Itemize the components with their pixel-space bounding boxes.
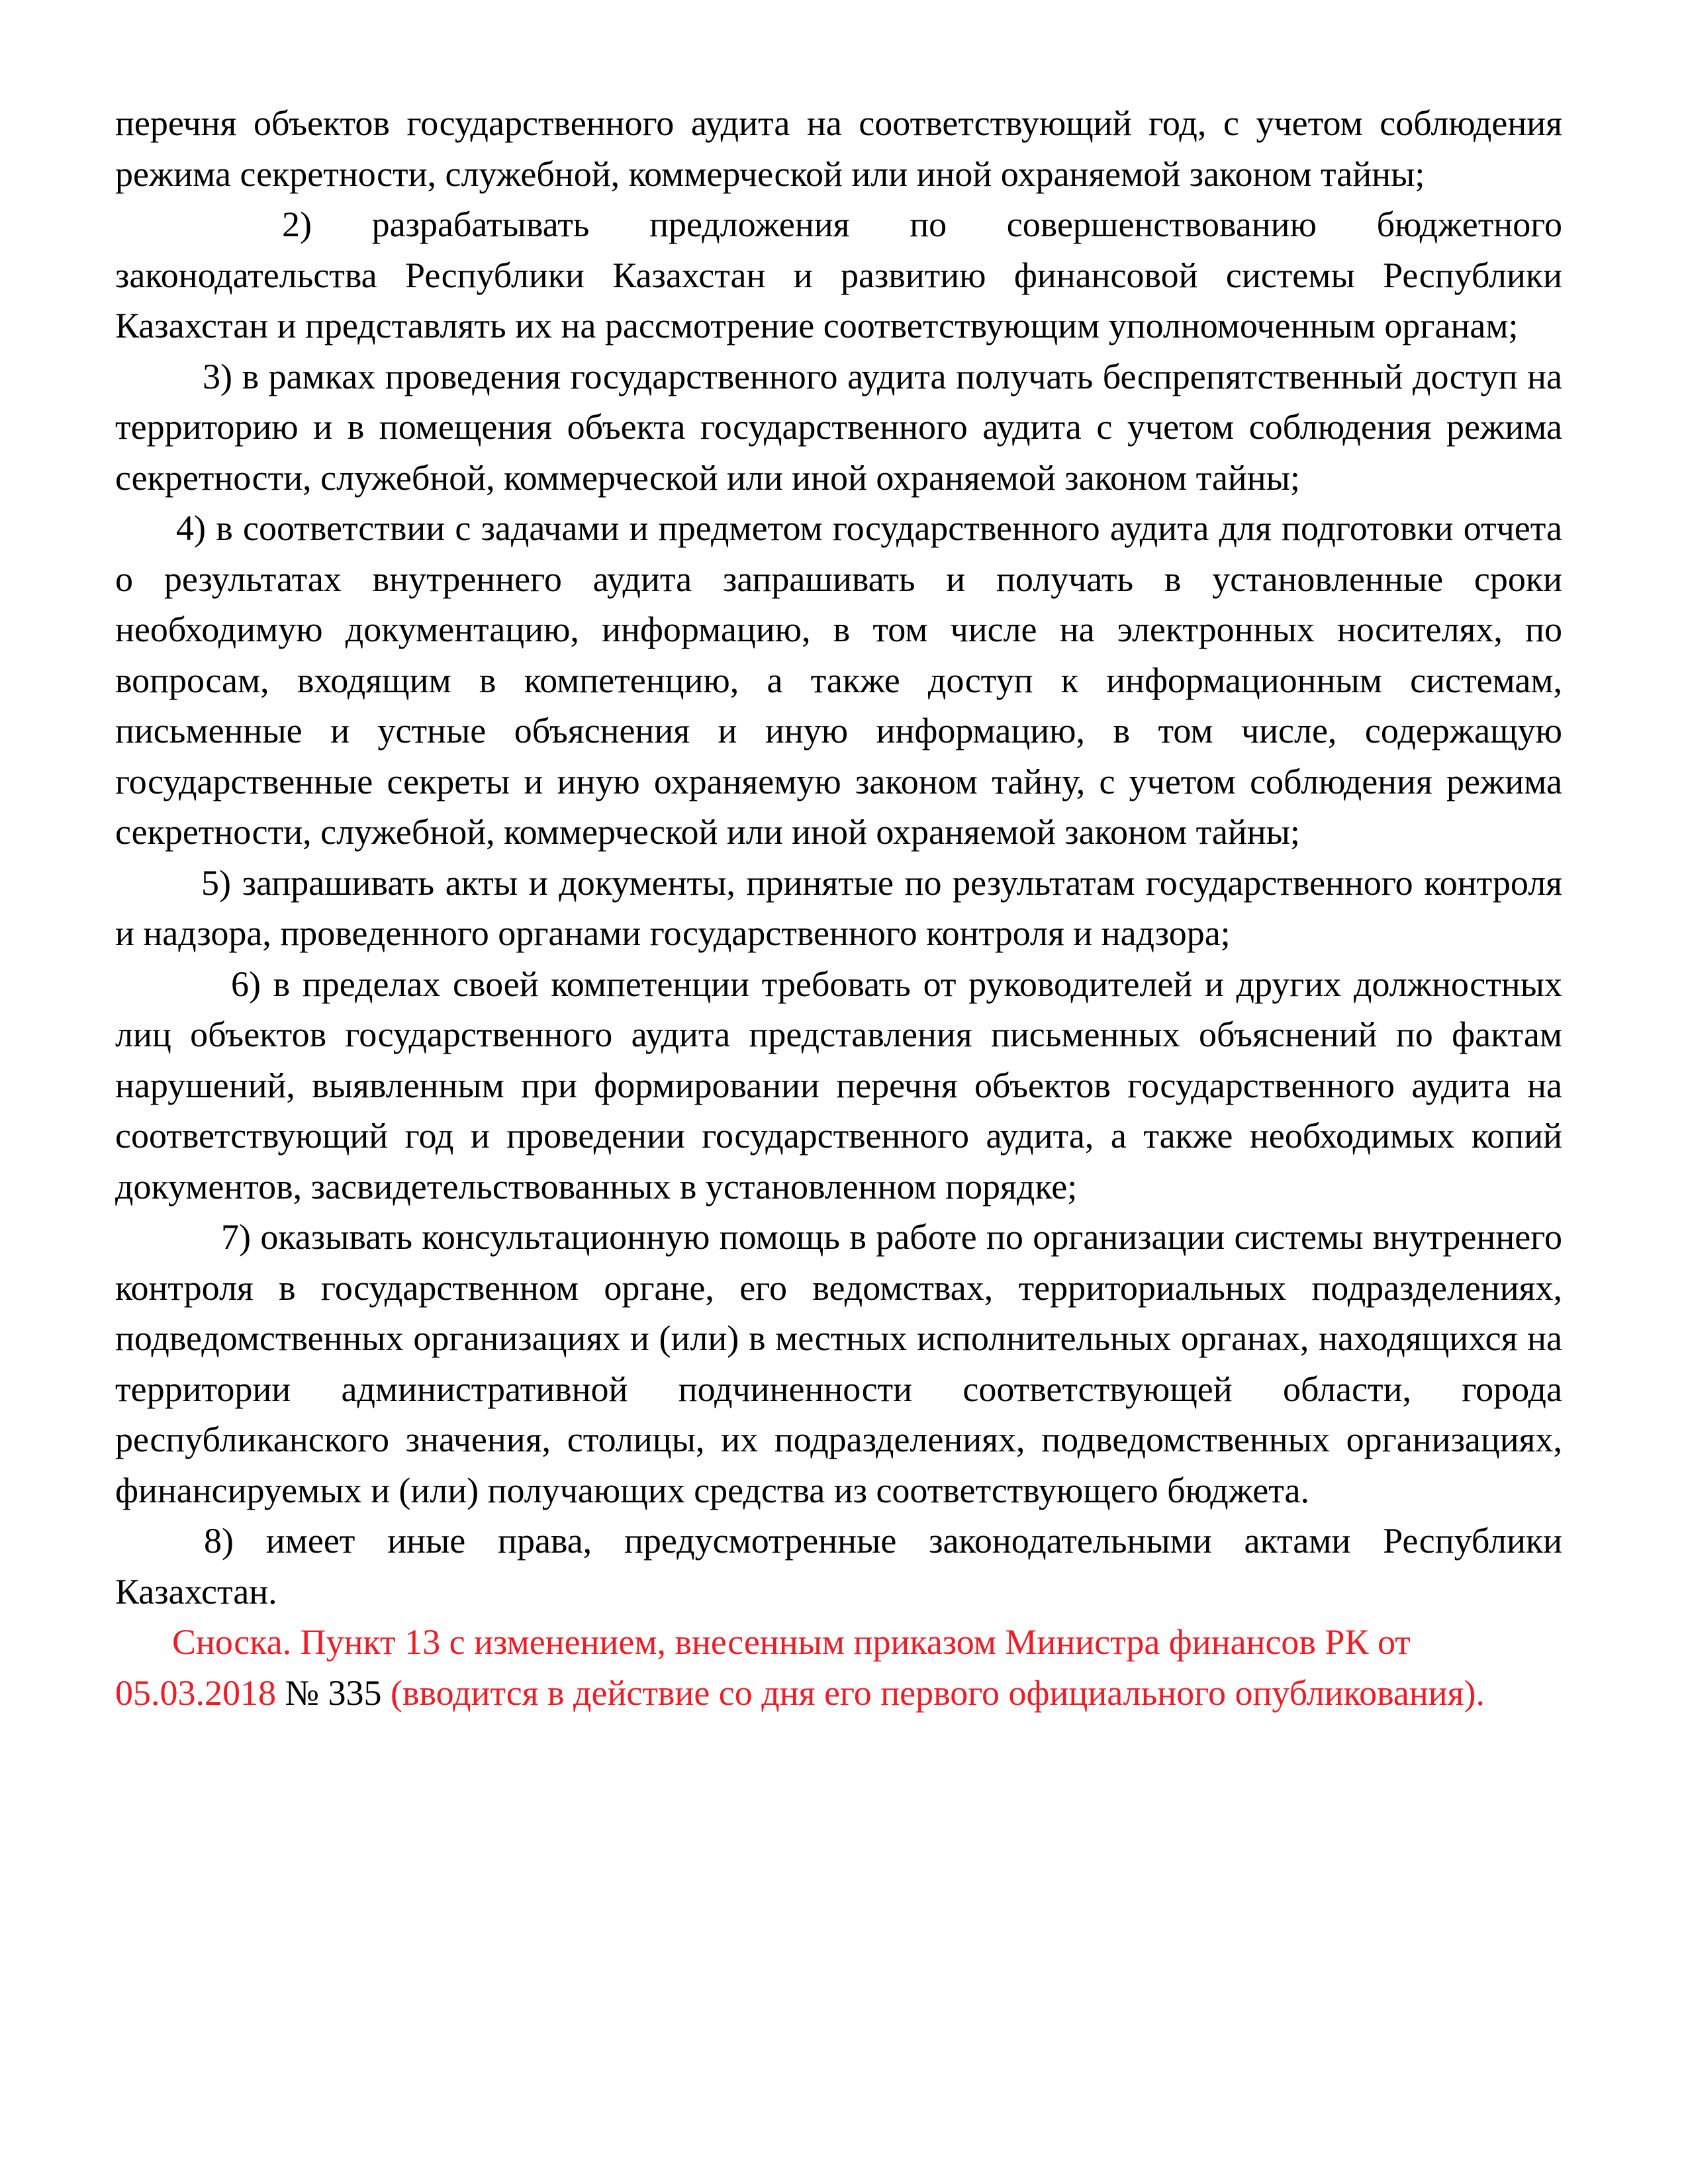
- paragraph-item-4: 4) в соответствии с задачами и предметом государственного аудита для подготовки отчета о результатах внутреннего аудита запрашивать и получать в установленные сроки необходимую документацию, информацию, в том числе на электронных носителях, по вопросам, входящим в компетенцию, а также доступ к информационным системам, письменные и устные объяснения и иную информацию, в том числе, содержащую государственные секреты и иную охраняемую законом тайну, с учетом соблюдения режима секретности, служебной, коммерческой или иной охраняемой законом тайны;: [115, 508, 1562, 852]
- paragraph-item-3: 3) в рамках проведения государственного аудита получать беспрепятственный доступ на территорию и в помещения объекта государственного аудита с учетом соблюдения режима секретности, служебной, коммерческой или иной охраняемой законом тайны;: [115, 356, 1562, 498]
- footnote-text: Сноска. Пункт 13 с изменением, внесенным приказом Министра финансов РК от 05.03.2018: [115, 1622, 1411, 1713]
- footnote-effective-note: (вводится в действие со дня его первого официального опубликования).: [381, 1672, 1485, 1713]
- paragraph-item-8: 8) имеет иные права, предусмотренные законодательными актами Республики Казахстан.: [115, 1521, 1562, 1612]
- paragraph-item-5: 5) запрашивать акты и документы, принятые по результатам государственного контроля и надзора, проведенного органами государственного контроля и надзора;: [115, 862, 1562, 953]
- paragraph-item-6: 6) в пределах своей компетенции требовать от руководителей и других должностных лиц объектов государственного аудита представления письменных объяснений по фактам нарушений, выявленным при формировании перечня объектов государственного аудита на соответствующий год и проведении государственного аудита, а также необходимых копий документов, засвидетельствованных в установленном порядке;: [115, 964, 1562, 1206]
- paragraph-item-2: 2) разрабатывать предложения по совершенствованию бюджетного законодательства Республики Казахстан и развитию финансовой системы Республики Казахстан и представлять их на рассмотрение соответствующим уполномоченным органам;: [115, 205, 1562, 345]
- paragraph-item-7: 7) оказывать консультационную помощь в работе по организации системы внутреннего контроля в государственном органе, его ведомствах, территориальных подразделениях, подведомственных организациях и (или) в местных исполнительных органах, находящихся на территории административной подчиненности соответствующей области, города республиканского значения, столицы, их подразделениях, подведомственных организациях, финансируемых и (или) получающих средства из соответствующего бюджета.: [115, 1217, 1562, 1510]
- footnote: [115, 1617, 1562, 1718]
- document-body: [115, 98, 1562, 1718]
- footnote-order-number: № 335: [276, 1672, 382, 1713]
- paragraph-continuation: перечня объектов государственного аудита на соответствующий год, с учетом соблюдения режима секретности, служебной, коммерческой или иной охраняемой законом тайны;: [115, 103, 1562, 194]
